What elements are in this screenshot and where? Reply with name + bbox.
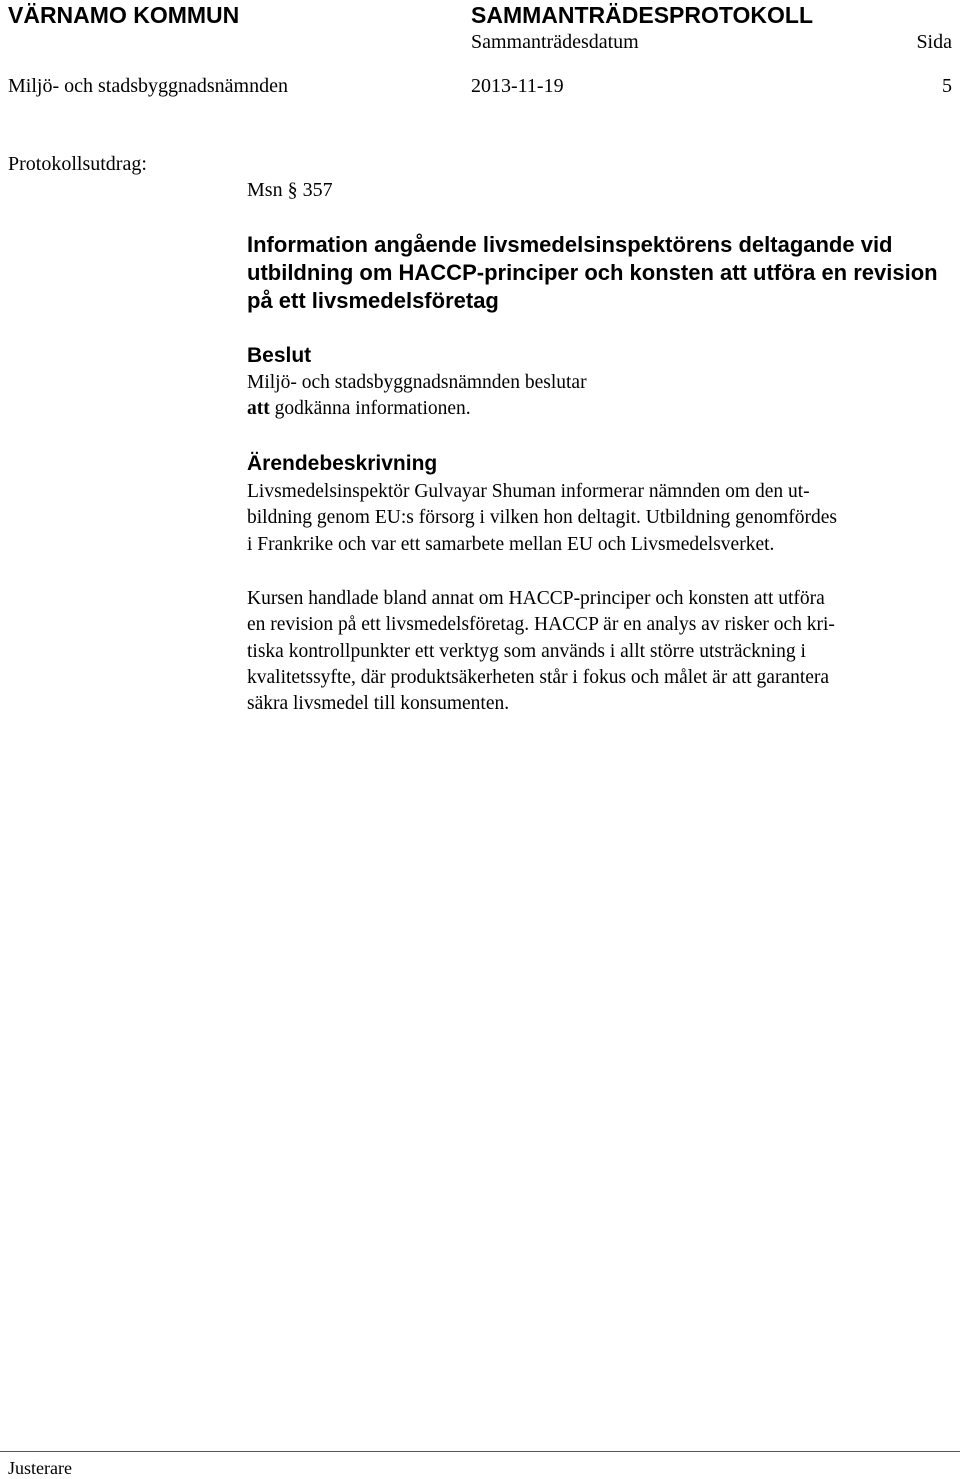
description-line: säkra livsmedel till konsumenten. [247,693,510,714]
footer-divider [0,1451,960,1452]
decision-att-keyword: att [247,398,270,419]
description-line: bildning genom EU:s försorg i vilken hon deltagit. Utbildning genomfördes [247,507,837,528]
page-number: 5 [942,75,952,97]
decision-heading: Beslut [247,344,312,367]
page-label: Sida [916,31,952,53]
case-title: Information angående livsmedelsinspektörens deltagande vid utbildning om HACCP-principer och konsten att utföra en revision på ett livsmedelsföretag [247,232,938,313]
description-line: kvalitetssyfte, där produktsäkerheten står i fokus och målet är att garantera [247,667,830,688]
case-description-heading: Ärendebeskrivning [247,452,438,475]
meeting-date: 2013-11-19 [471,75,564,97]
description-line: i Frankrike och var ett samarbete mellan EU och Livsmedelsverket. [247,534,775,555]
description-line: Livsmedelsinspektör Gulvayar Shuman informerar nämnden om den ut- [247,481,810,502]
adjuster-label: Justerare [8,1458,72,1478]
description-line: en revision på ett livsmedelsföretag. HACCP är en analys av risker och kri- [247,614,835,635]
case-number: Msn § 357 [247,179,333,201]
document-type: SAMMANTRÄDESPROTOKOLL [471,2,814,28]
municipality-name: VÄRNAMO KOMMUN [8,2,240,28]
protocol-extract-label: Protokollsutdrag: [8,153,147,175]
decision-motion [247,398,471,420]
decision-motion-text: godkänna informationen. [269,398,471,419]
decision-text-line: Miljö- och stadsbyggnadsnämnden beslutar [247,372,587,393]
description-line: Kursen handlade bland annat om HACCP-principer och konsten att utföra [247,588,825,609]
description-line: tiska kontrollpunkter ett verktyg som används i allt större utsträckning i [247,641,806,662]
meeting-date-label: Sammanträdesdatum [471,31,639,53]
committee-name: Miljö- och stadsbyggnadsnämnden [8,75,288,97]
